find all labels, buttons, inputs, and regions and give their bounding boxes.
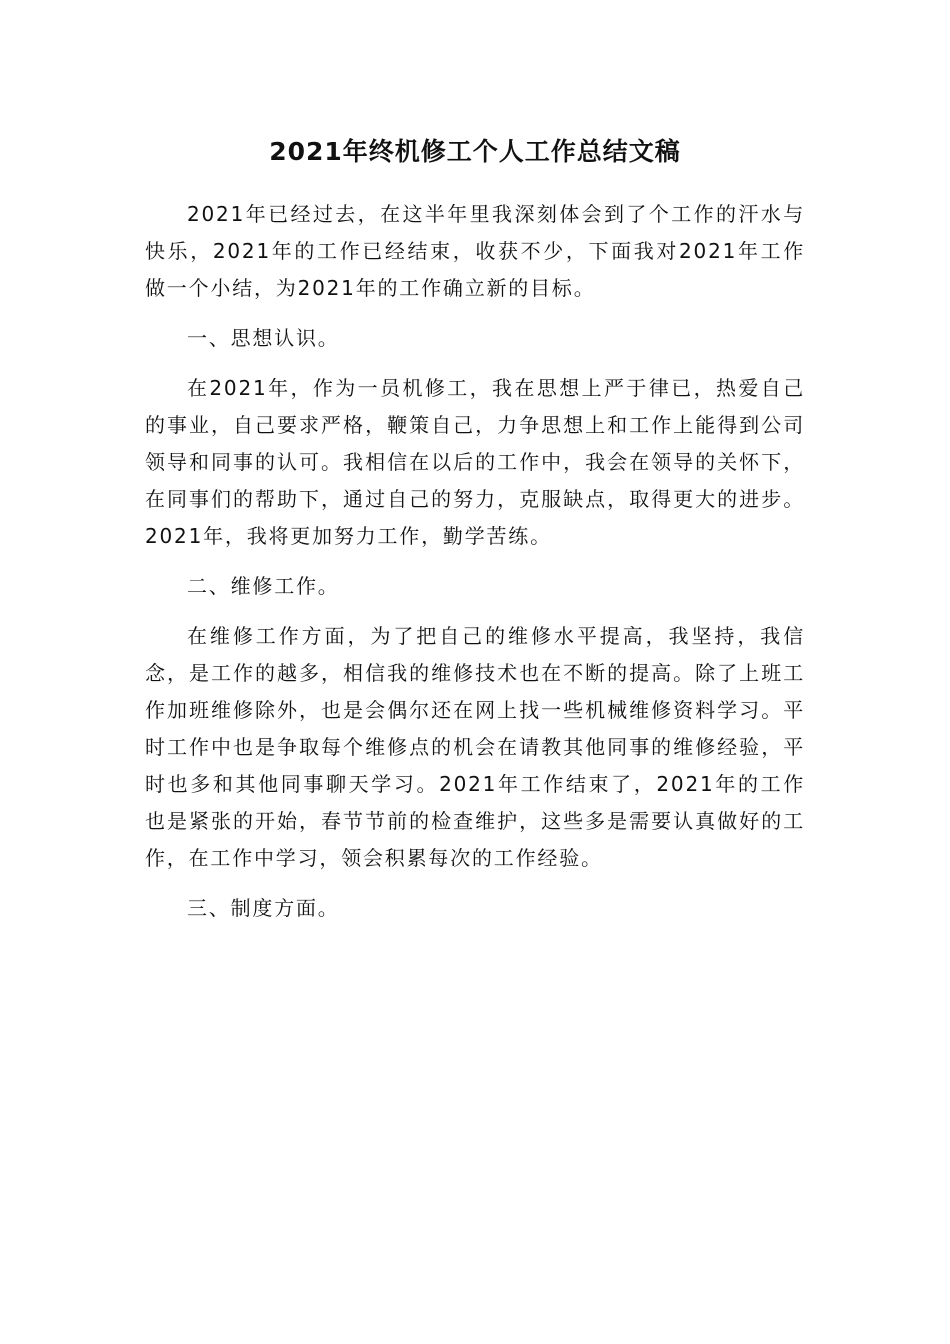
section-heading-rules: 三、制度方面。 xyxy=(187,896,340,920)
document-body xyxy=(145,196,805,940)
intro-paragraph: 2021年已经过去，在这半年里我深刻体会到了个工作的汗水与快乐，2021年的工作已经结束，收获不少，下面我对2021年工作做一个小结，为2021年的工作确立新的目标。 xyxy=(145,202,805,300)
document-title: 2021年终机修工个人工作总结文稿 xyxy=(269,137,681,166)
section-paragraph-thought: 在2021年，作为一员机修工，我在思想上严于律已，热爱自己的事业，自己要求严格，鞭策自己，力争思想上和工作上能得到公司领导和同事的认可。我相信在以后的工作中，我会在领导的关怀下，在同事们的帮助下，通过自己的努力，克服缺点，取得更大的进步。2021年，我将更加努力工作，勤学苦练。 xyxy=(145,376,805,548)
section-heading-thought: 一、思想认识。 xyxy=(187,326,340,350)
section-paragraph-maintenance: 在维修工作方面，为了把自己的维修水平提高，我坚持，我信念，是工作的越多，相信我的维修技术也在不断的提高。除了上班工作加班维修除外，也是会偶尔还在网上找一些机械维修资料学习。平时工作中也是争取每个维修点的机会在请教其他同事的维修经验，平时也多和其他同事聊天学习。2021年工作结束了，2021年的工作也是紧张的开始，春节节前的检查维护，这些多是需要认真做好的工作，在工作中学习，领会积累每次的工作经验。 xyxy=(145,624,805,870)
section-heading-maintenance: 二、维修工作。 xyxy=(187,574,340,598)
